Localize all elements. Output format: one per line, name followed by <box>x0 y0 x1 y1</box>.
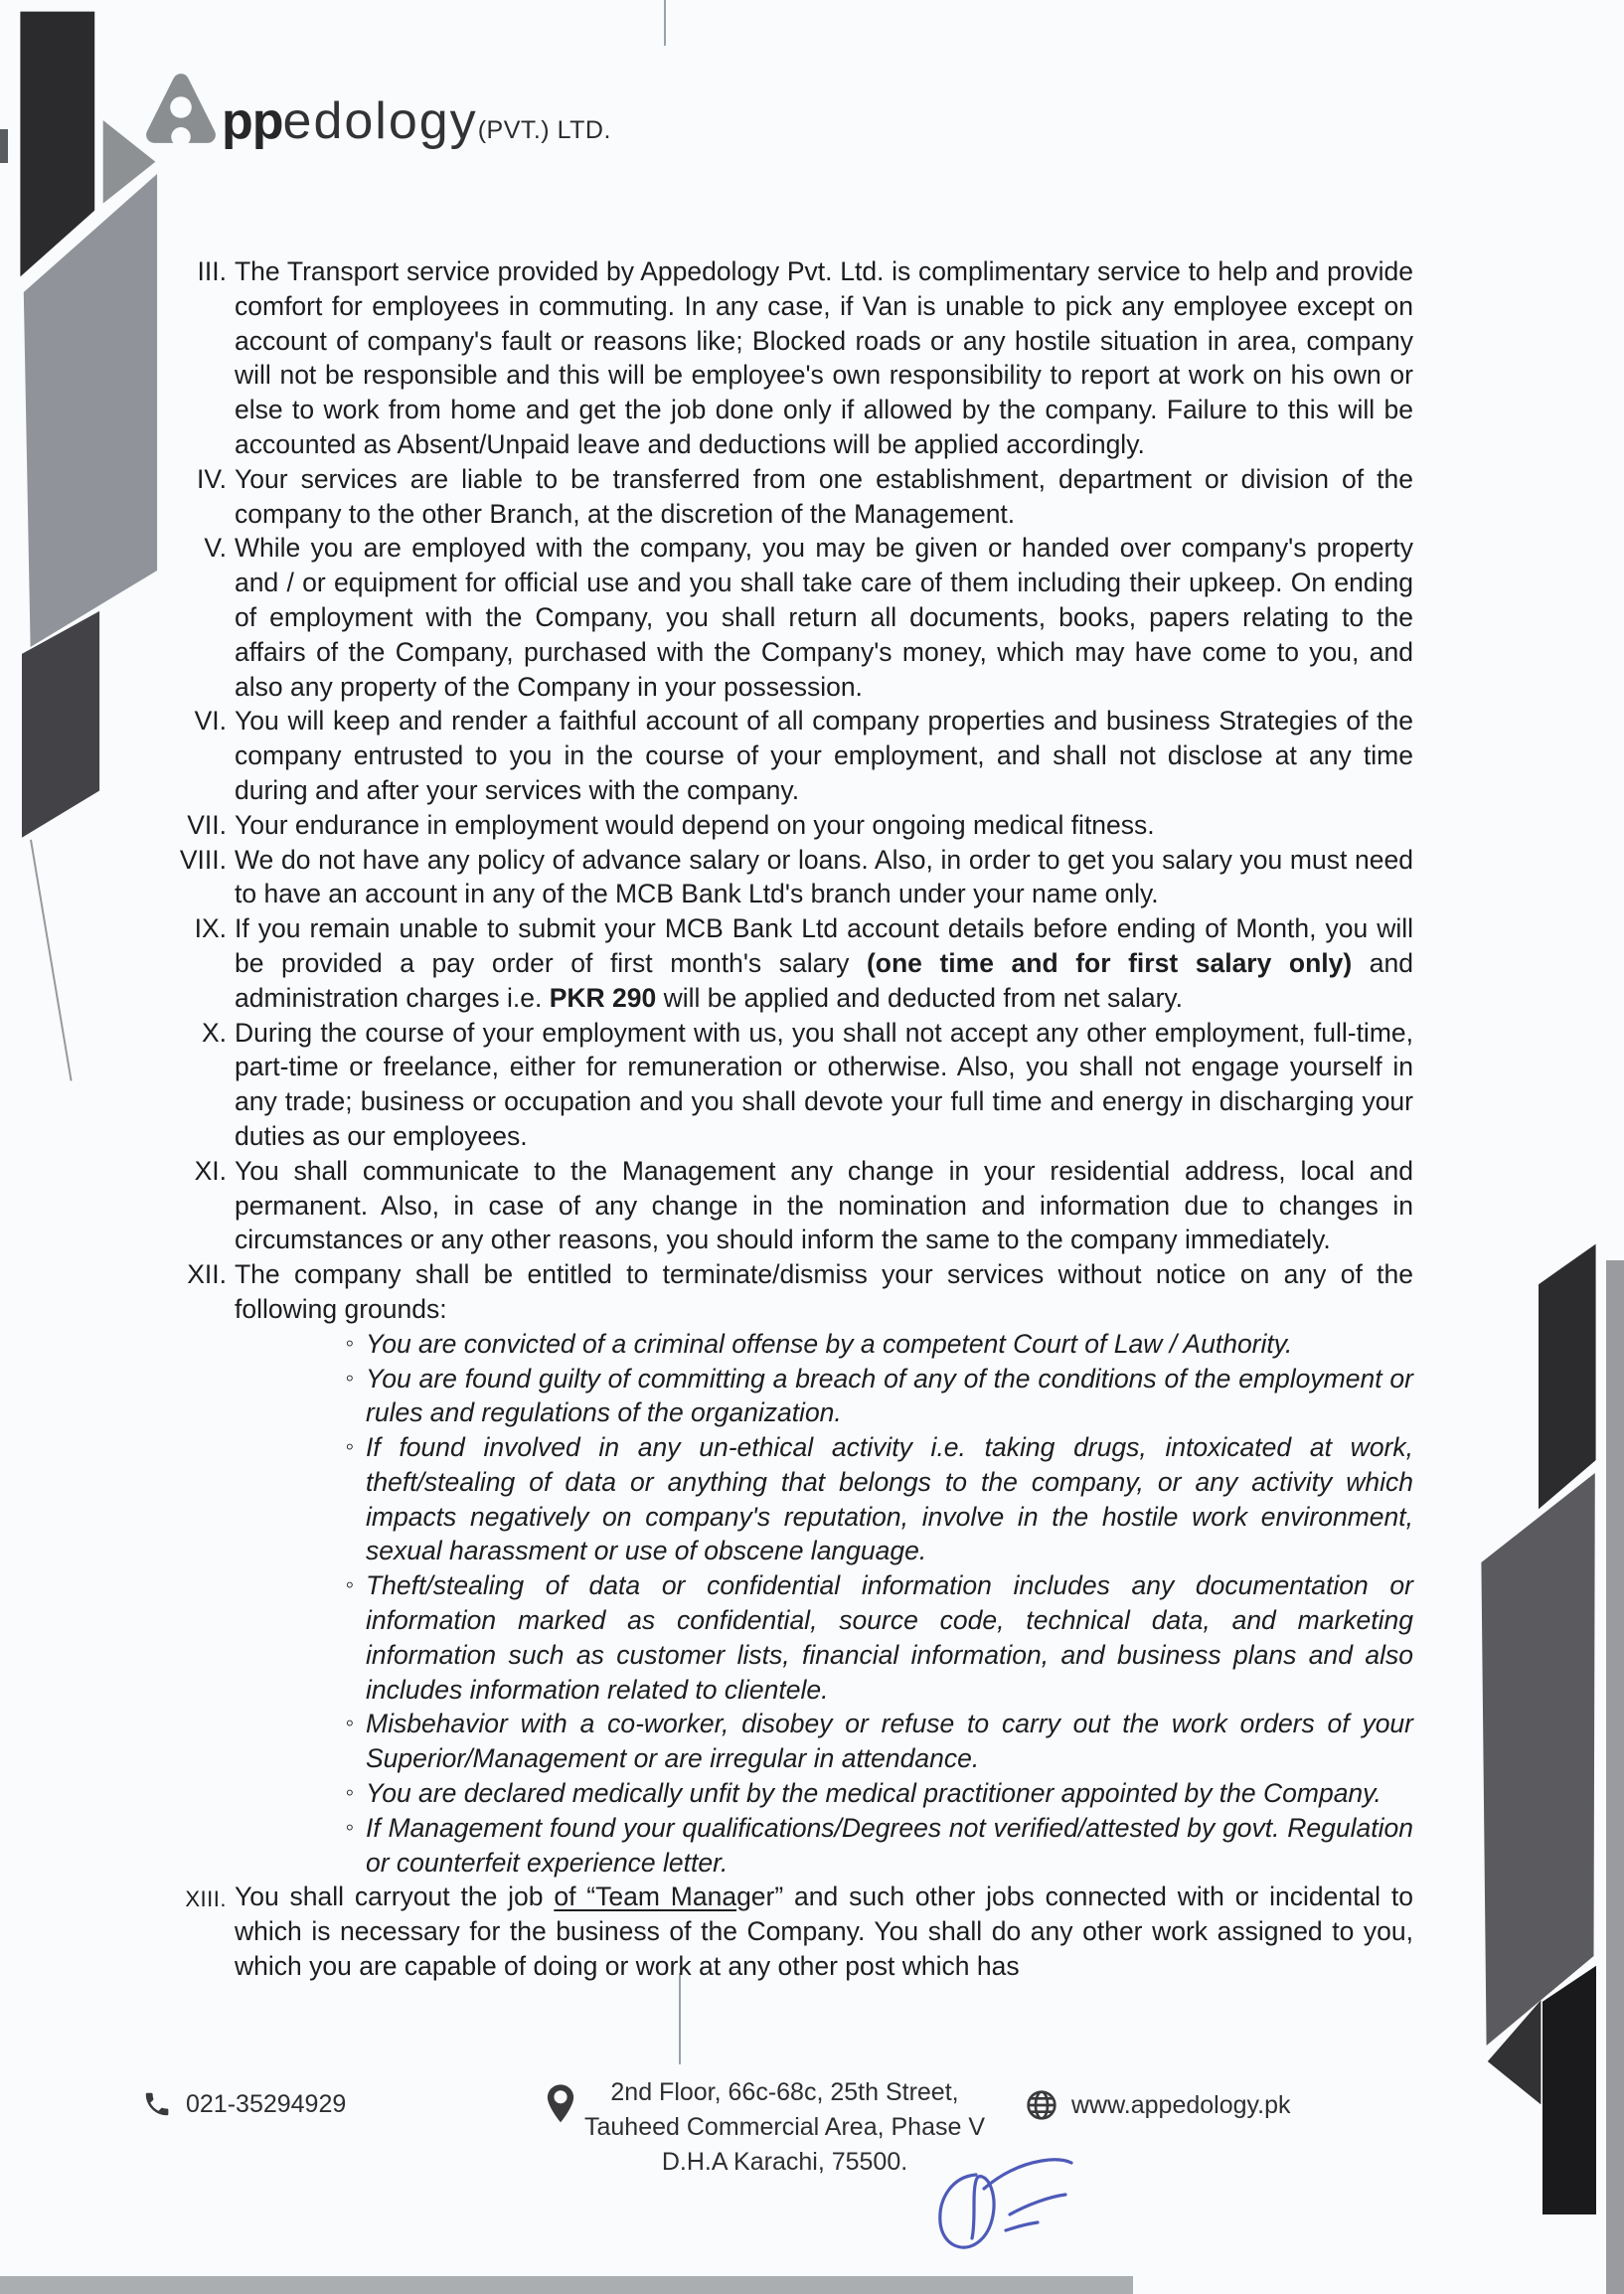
clause-paragraph <box>235 911 1413 1015</box>
contract-clause <box>159 462 1413 532</box>
footer-phone-number: 021-35294929 <box>186 2089 347 2118</box>
clause-number: IX. <box>194 913 227 944</box>
termination-grounds-list <box>235 1327 1413 1881</box>
brand-bold-text: pp <box>222 92 283 150</box>
bullet-text: Misbehavior with a co-worker, disobey or refuse to carry out the work orders of your Superior/Management or are irregular in attendance. <box>366 1709 1413 1774</box>
clause-segment: You shall carryout the job <box>235 1882 555 1912</box>
bullet-icon: ◦ <box>345 1364 354 1392</box>
clause-number: X. <box>201 1017 227 1048</box>
decor-left-edge-mark <box>0 129 8 163</box>
bullet-text: Theft/stealing of data or confidential information includes any documentation or information marked as confidential, source code, technical data, and marketing information such as customer lists, financial information, and business plans and also includes information related to clientele. <box>366 1570 1413 1705</box>
clause-segment: PKR 290 <box>549 982 657 1013</box>
clause-paragraph <box>235 254 1413 462</box>
address-line-1: 2nd Floor, 66c-68c, 25th Street, <box>610 2078 959 2106</box>
clause-segment: We do not have any policy of advance salary or loans. Also, in order to get you salary you must need to have an account in any of the MCB Bank Ltd's branch under your name only. <box>235 844 1413 909</box>
contract-clause <box>159 1257 1413 1880</box>
clause-text <box>235 808 1413 843</box>
contract-clause <box>159 531 1413 704</box>
clause-number: IV. <box>197 463 227 494</box>
clause-segment: and administration charges i.e. <box>235 947 1414 1013</box>
bullet-icon: ◦ <box>345 1779 354 1807</box>
address-line-3: D.H.A Karachi, 75500. <box>661 2148 908 2176</box>
clause-paragraph <box>235 843 1413 912</box>
clause-list <box>159 254 1413 1984</box>
clause-segment: Your endurance in employment would depend on your ongoing medical fitness. <box>235 809 1155 840</box>
contract-clause <box>159 1016 1413 1154</box>
scan-edge-right <box>1606 1260 1624 2294</box>
clause-text <box>235 1257 1413 1880</box>
footer-website <box>1026 2089 1291 2121</box>
clause-paragraph <box>235 704 1413 807</box>
termination-ground <box>235 1776 1413 1811</box>
clause-segment: will be applied and deducted from net salary. <box>656 982 1184 1013</box>
bullet-text: You are declared medically unfit by the medical practitioner appointed by the Company. <box>366 1778 1381 1809</box>
bullet-icon: ◦ <box>345 1710 354 1737</box>
clause-paragraph <box>235 1154 1413 1257</box>
clause-paragraph <box>235 1257 1413 1327</box>
clause-segment: The company shall be entitled to terminate/dismiss your services without notice on any of the following grounds: <box>235 1259 1413 1324</box>
clause-segment: You will keep and render a faithful account of all company properties and business Strategies of the company entrusted to you in the course of your employment, and shall not disclose at any time during and after your services with the company. <box>235 706 1413 805</box>
phone-icon <box>142 2089 172 2119</box>
clause-paragraph <box>235 1016 1413 1154</box>
clause-number: III. <box>197 256 227 286</box>
clause-text <box>235 911 1413 1015</box>
clause-segment: ger” and such other jobs connected with or incidental to which is necessary for the business of the Company. You shall do any other work assigned to you, which you are capable of doing or work at any other post which has <box>235 1882 1413 1982</box>
clause-segment: During the course of your employment with us, you shall not accept any other employment, full-time, part-time or freelance, either for remuneration or otherwise. Also, you shall not engage yourself in any trade; business or occupation and you shall devote your full time and energy in discharging your duties as our employees. <box>235 1017 1413 1151</box>
address-line-2: Tauheed Commercial Area, Phase V <box>584 2113 985 2141</box>
company-logo <box>142 70 611 150</box>
clause-segment: While you are employed with the company, you may be given or handed over company's property and / or equipment for official use and you shall take care of them including their upkeep. On ending of employment with the Company, you shall return all documents, books, papers relating to the affairs of the Company, purchased with the Company's money, which may have come to you, and also any property of the Company in your possession. <box>235 533 1413 702</box>
termination-ground <box>235 1811 1413 1881</box>
clause-text <box>235 462 1413 532</box>
clause-segment: You shall communicate to the Management any change in your residential address, local and permanent. Also, in case of any change in the nomination and information due to changes in circumstances or any other reasons, you should inform the same to the company immediately. <box>235 1155 1413 1255</box>
bullet-text: You are convicted of a criminal offense by a competent Court of Law / Authority. <box>366 1328 1293 1359</box>
contract-clause <box>159 1154 1413 1257</box>
clause-paragraph <box>235 531 1413 704</box>
bullet-text: If found involved in any un-ethical activity i.e. taking drugs, intoxicated at work, theft/stealing of data or anything that belongs to the company, or any activity which impacts negatively on company's reputation, involve in the hostile work environment, sexual harassment or use of obscene language. <box>366 1432 1413 1566</box>
termination-ground <box>235 1430 1413 1568</box>
clause-text <box>235 704 1413 807</box>
clause-number: VIII. <box>179 844 227 875</box>
clause-number: VI. <box>194 706 227 737</box>
clause-text <box>235 254 1413 462</box>
footer-website-url: www.appedology.pk <box>1071 2090 1291 2119</box>
fold-line-top <box>664 0 666 46</box>
fold-line-bottom <box>679 1973 681 2064</box>
clause-number: XII. <box>187 1259 227 1290</box>
clause-number: XI. <box>194 1155 227 1186</box>
clause-text <box>235 1880 1413 1983</box>
decor-right-gray-band <box>1471 1461 1600 2057</box>
brand-wordmark <box>222 92 611 150</box>
clause-segment: (one time and for first salary only) <box>866 947 1353 978</box>
clause-number: V. <box>204 533 227 564</box>
clause-text <box>235 843 1413 912</box>
decor-left-thin-line <box>30 840 73 1081</box>
clause-text <box>235 531 1413 704</box>
clause-segment: Your services are liable to be transferred from one establishment, department or division of the company to the other Branch, at the discretion of the Management. <box>235 463 1413 529</box>
bullet-text: If Management found your qualifications/Degrees not verified/attested by govt. Regulation or counterfeit experience letter. <box>366 1812 1413 1878</box>
termination-ground <box>235 1362 1413 1431</box>
bullet-text: You are found guilty of committing a breach of any of the conditions of the employment or rules and regulations of the organization. <box>366 1363 1413 1428</box>
contract-clause <box>159 254 1413 462</box>
signature-ink <box>914 2137 1173 2286</box>
termination-ground <box>235 1327 1413 1362</box>
termination-ground <box>235 1568 1413 1707</box>
clause-segment: If you remain unable to submit your MCB Bank Ltd account details before ending of Month, you will be provided a pay order of first month's salary <box>235 913 1413 978</box>
contract-clause <box>159 843 1413 912</box>
clause-paragraph <box>235 808 1413 843</box>
brand-light-text: edology <box>282 92 478 150</box>
contract-clause <box>159 911 1413 1015</box>
bullet-icon: ◦ <box>345 1433 354 1461</box>
appedology-a-icon <box>142 70 220 147</box>
footer-phone <box>142 2089 346 2119</box>
bullet-icon: ◦ <box>345 1813 354 1841</box>
globe-icon <box>1026 2089 1057 2121</box>
contract-clause <box>159 808 1413 843</box>
clause-number: VII. <box>187 809 227 840</box>
contract-clause <box>159 1880 1413 1983</box>
clause-paragraph <box>235 462 1413 532</box>
decor-right-black-bar <box>1543 1958 1596 2214</box>
clause-segment: The Transport service provided by Appedology Pvt. Ltd. is complimentary service to help and provide comfort for employees in commuting. In any case, if Van is unable to pick any employee except on account of company's fault or reasons like; Blocked roads or any hostile situation in area, company will not be responsible and this will be employee's own responsibility to report at work on his own or else to work from home and get the job done only if allowed by the company. Failure to this will be accounted as Absent/Unpaid leave and deductions will be applied accordingly. <box>235 256 1413 459</box>
brand-suffix-text: (PVT.) LTD. <box>477 116 611 144</box>
bullet-icon: ◦ <box>345 1329 354 1357</box>
clause-text <box>235 1016 1413 1154</box>
decor-right-dark-band <box>1521 1232 1610 1521</box>
clause-segment: of “Team Mana <box>554 1882 737 1912</box>
clause-paragraph <box>235 1880 1413 1983</box>
clause-text <box>235 1154 1413 1257</box>
contract-clause <box>159 704 1413 807</box>
clause-number: XIII. <box>185 1886 227 1912</box>
termination-ground <box>235 1707 1413 1776</box>
location-pin-icon <box>545 2083 576 2125</box>
bullet-icon: ◦ <box>345 1571 354 1599</box>
